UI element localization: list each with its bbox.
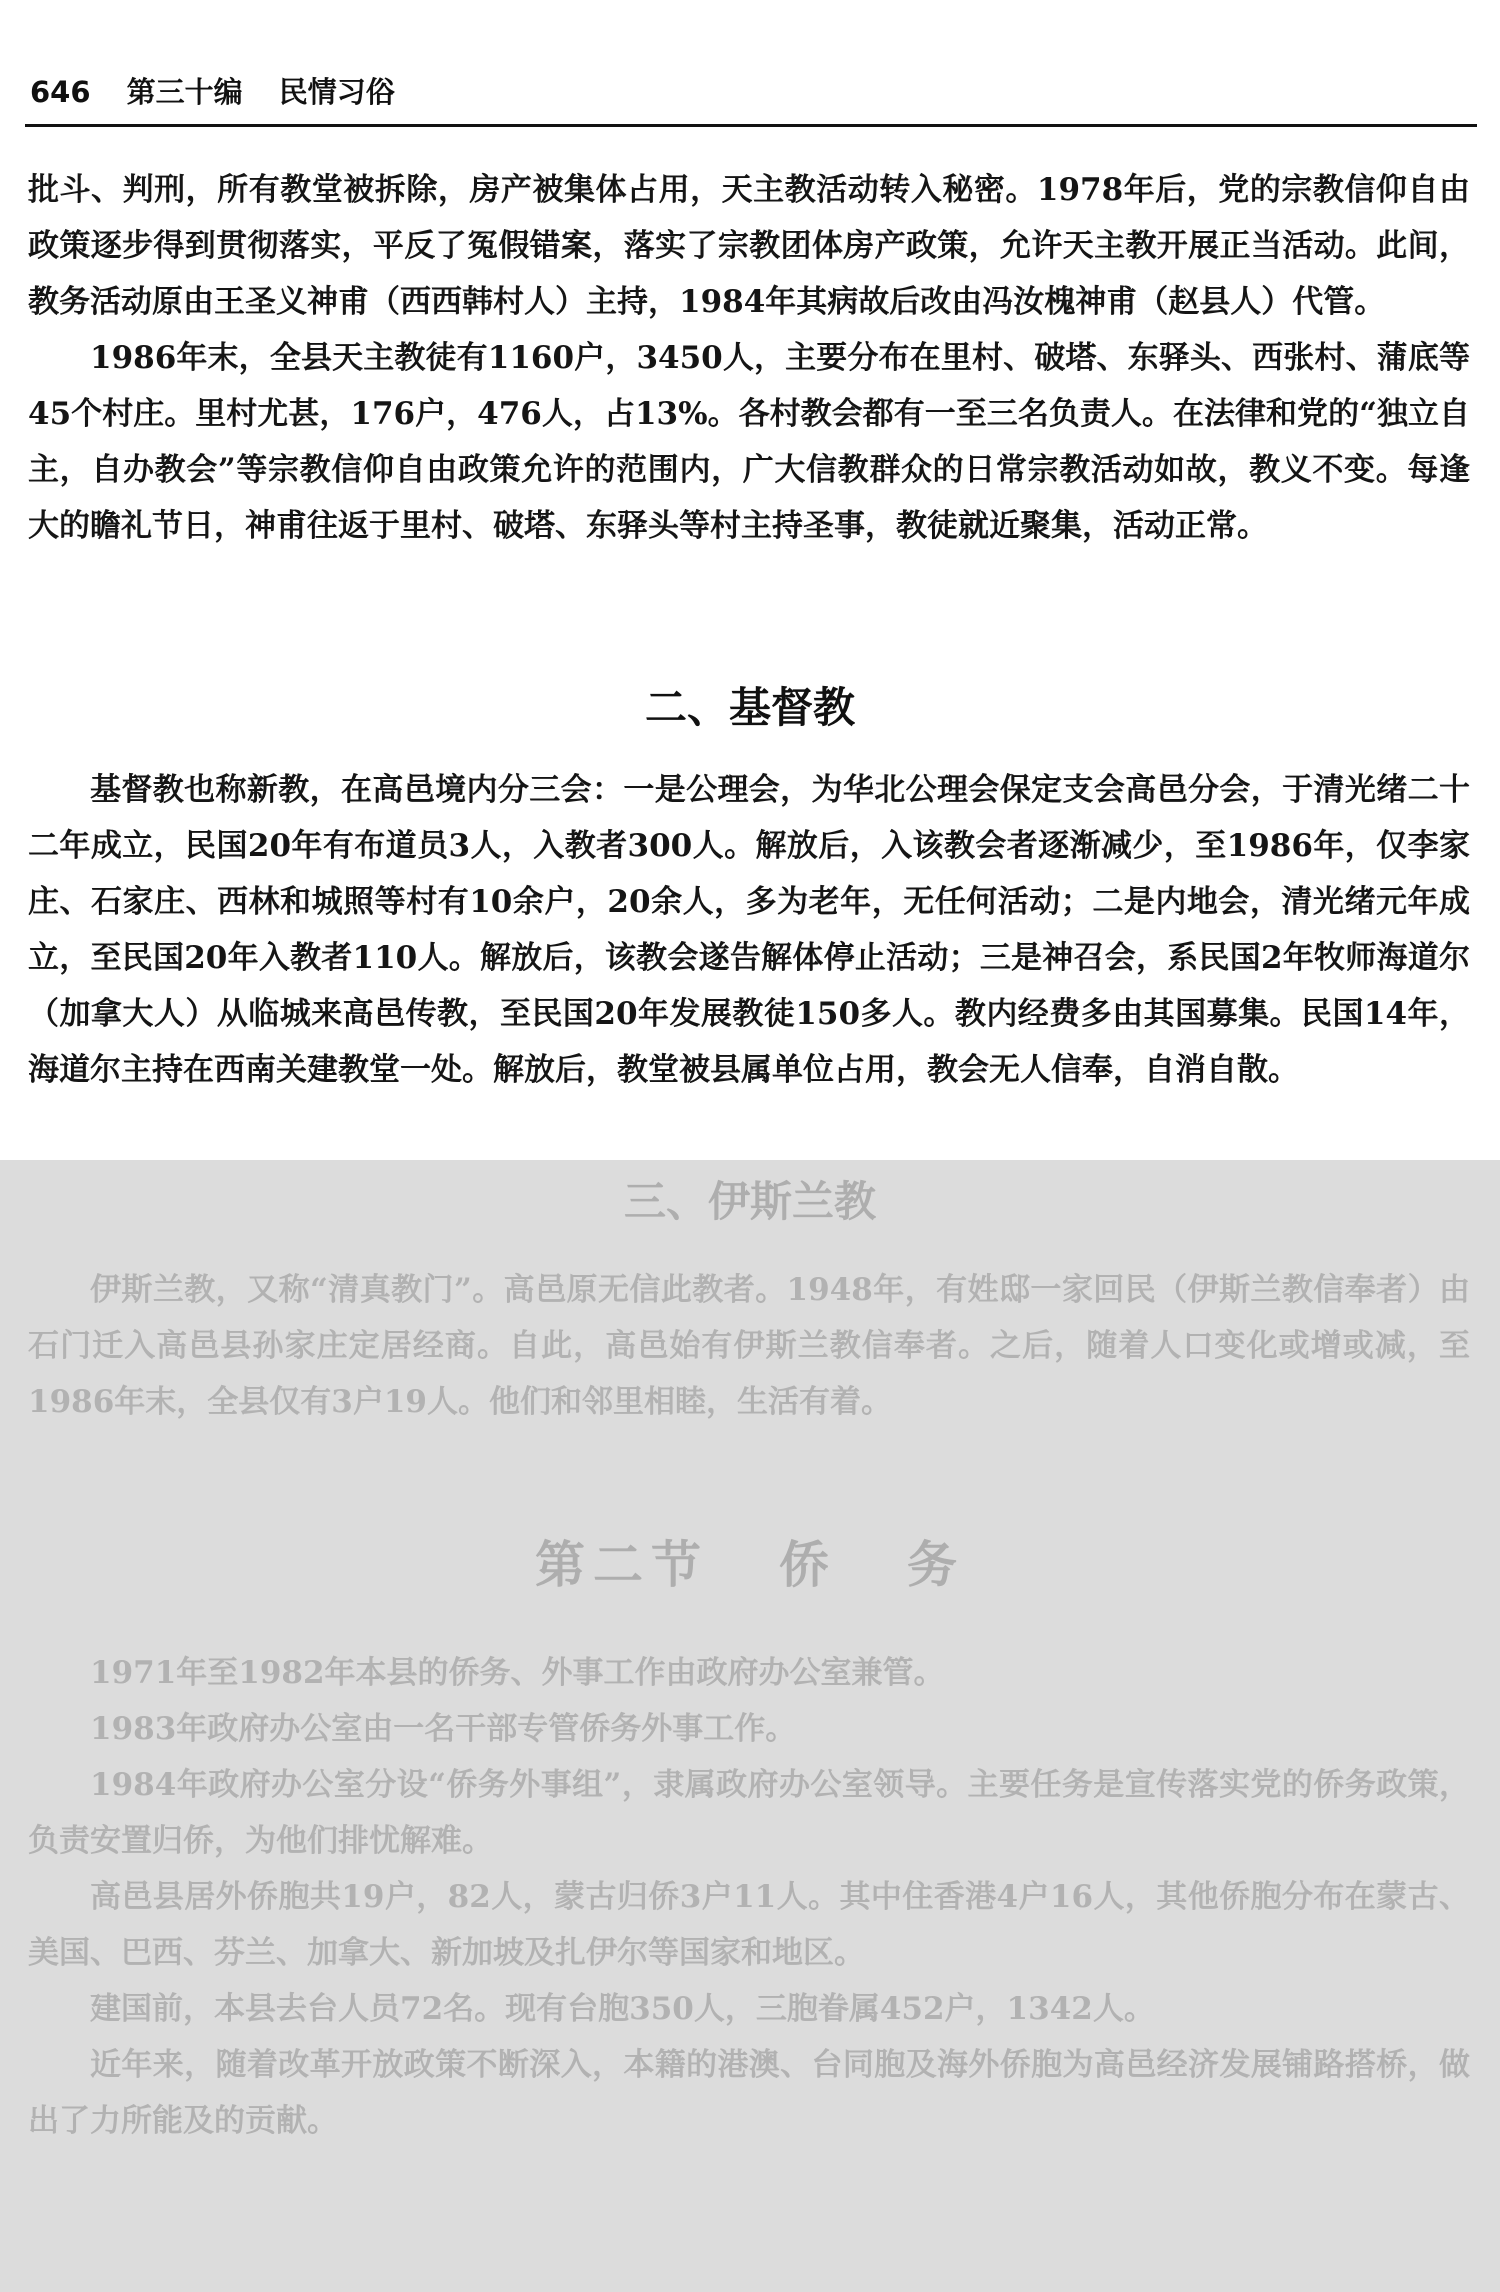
section-two-title-char-1: 侨 [779,1536,837,1594]
islam-paragraph: 伊斯兰教，又称“清真教门”。高邑原无信此教者。1948年，有姓邸一家回民（伊斯兰教信奉者）由石门迁入高邑县孙家庄定居经商。自此，高邑始有伊斯兰教信奉者。之后，随着人口变化或增或减，至1986年末，全县仅有3户19人。他们和邻里相睦，生活有着。 [28,1272,1470,1420]
header-rule [25,124,1477,127]
overseas-paragraph-5: 建国前，本县去台人员72名。现有台胞350人，三胞眷属452户，1342人。 [90,1991,1155,2027]
christianity-section [28,762,1470,1098]
catholic-paragraph-2: 1986年末，全县天主教徒有1160户，3450人，主要分布在里村、破塔、东驿头、西张村、蒲底等45个村庄。里村尤甚，176户，476人，占13%。各村教会都有一至三名负责人。在法律和党的“独立自主，自办教会”等宗教信仰自由政策允许的范围内，广大信教群众的日常宗教活动如故，教义不变。每逢大的瞻礼节日，神甫往返于里村、破塔、东驿头等村主持圣事，教徒就近聚集，活动正常。 [28,340,1470,544]
islam-heading: 三、伊斯兰教 [623,1177,876,1226]
section-two-title [0,1530,1500,1600]
catholic-section [28,162,1470,554]
part-title: 民情习俗 [278,75,395,109]
running-header [30,70,1470,126]
overseas-paragraph-3: 1984年政府办公室分设“侨务外事组”，隶属政府办公室领导。主要任务是宣传落实党的侨务政策，负责安置归侨，为他们排忧解难。 [28,1767,1470,1859]
christianity-paragraph: 基督教也称新教，在高邑境内分三会：一是公理会，为华北公理会保定支会高邑分会，于清光绪二十二年成立，民国20年有布道员3人，入教者300人。解放后，入该教会者逐渐减少，至1986年，仅李家庄、石家庄、西林和城照等村有10余户，20余人，多为老年，无任何活动；二是内地会，清光绪元年成立，至民国20年入教者110人。解放后，该教会遂告解体停止活动；三是神召会，系民国2年牧师海道尔（加拿大人）从临城来高邑传教，至民国20年发展教徒150多人。教内经费多由其国募集。民国14年，海道尔主持在西南关建教堂一处。解放后，教堂被县属单位占用，教会无人信奉，自消自散。 [28,772,1470,1088]
overseas-paragraph-1: 1971年至1982年本县的侨务、外事工作由政府办公室兼管。 [90,1655,945,1691]
page-number: 646 [30,75,91,109]
catholic-paragraph-1: 批斗、判刑，所有教堂被拆除，房产被集体占用，天主教活动转入秘密。1978年后，党的宗教信仰自由政策逐步得到贯彻落实，平反了冤假错案，落实了宗教团体房产政策，允许天主教开展正当活动。此间，教务活动原由王圣义神甫（西西韩村人）主持，1984年其病故后改由冯汝槐神甫（赵县人）代管。 [28,172,1470,320]
part-label: 第三十编 [126,75,243,109]
overseas-paragraph-4: 高邑县居外侨胞共19户，82人，蒙古归侨3户11人。其中住香港4户16人，其他侨胞分布在蒙古、美国、巴西、芬兰、加拿大、新加坡及扎伊尔等国家和地区。 [28,1879,1470,1971]
section-two-title-char-2: 务 [907,1536,965,1594]
islam-section [28,1262,1470,1430]
christianity-heading: 二、基督教 [644,683,855,732]
section-two-body [28,1645,1470,2149]
overseas-paragraph-6: 近年来，随着改革开放政策不断深入，本籍的港澳、台同胞及海外侨胞为高邑经济发展铺路搭桥，做出了力所能及的贡献。 [28,2047,1470,2139]
overseas-paragraph-2: 1983年政府办公室由一名干部专管侨务外事工作。 [90,1711,797,1747]
section-two-number: 第二节 [535,1536,709,1594]
